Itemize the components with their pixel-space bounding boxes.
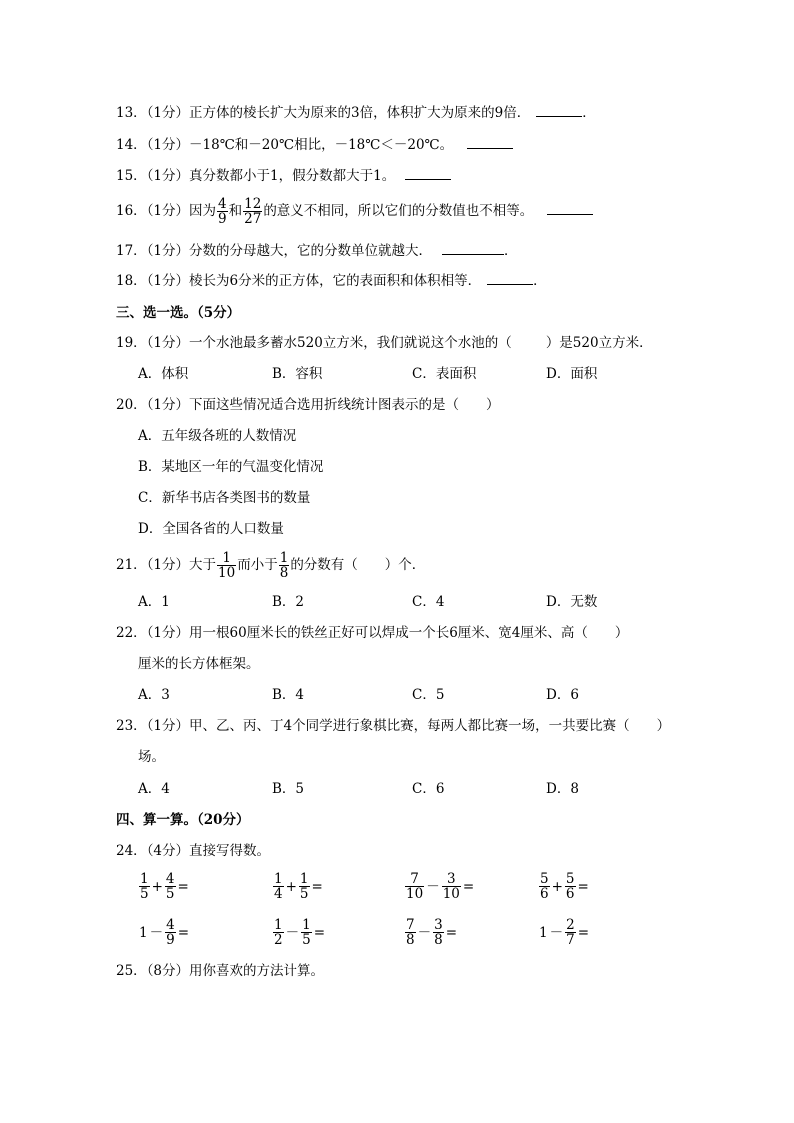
math-expression: $\frac{7}{8}$ － $\frac{3}{8}$ = bbox=[406, 917, 457, 948]
question-23-line2: 场。 bbox=[138, 749, 165, 765]
option-c[interactable]: C．表面积 bbox=[412, 366, 477, 382]
question-15: 15．（1分）真分数都小于1，假分数都大于1。 bbox=[116, 167, 451, 185]
option-d[interactable]: D．面积 bbox=[546, 366, 598, 382]
question-25: 25．（8分）用你喜欢的方法计算。 bbox=[116, 963, 325, 979]
fraction: $\frac{4}{9}$ bbox=[218, 196, 227, 227]
question-22: 22．（1分）用一根60厘米长的铁丝正好可以焊成一个长6厘米、宽4厘米、高（ ） bbox=[116, 625, 629, 641]
math-expression: $\frac{1}{4}$ + $\frac{1}{5}$ = bbox=[274, 871, 323, 902]
question-22-line2: 厘米的长方体框架。 bbox=[138, 656, 260, 672]
option-d[interactable]: D．8 bbox=[546, 781, 579, 797]
answer-blank[interactable] bbox=[536, 104, 582, 117]
section-title-choose: 三、选一选。（5分） bbox=[116, 305, 241, 321]
option-b[interactable]: B．2 bbox=[272, 594, 305, 610]
option-a[interactable]: A．五年级各班的人数情况 bbox=[138, 428, 297, 444]
math-expression: $\frac{1}{5}$ + $\frac{4}{5}$ = bbox=[140, 871, 189, 902]
answer-blank[interactable] bbox=[442, 242, 504, 255]
option-a[interactable]: A．4 bbox=[138, 781, 170, 797]
option-b[interactable]: B．某地区一年的气温变化情况 bbox=[138, 459, 324, 475]
question-23: 23．（1分）甲、乙、丙、丁4个同学进行象棋比赛，每两人都比赛一场，一共要比赛（ ） bbox=[116, 718, 671, 734]
question-17: 17．（1分）分数的分母越大，它的分数单位就越大． ． bbox=[116, 243, 518, 259]
math-expression: $\frac{5}{6}$ + $\frac{5}{6}$ = bbox=[540, 871, 589, 902]
question-13: 13．（1分）正方体的棱长扩大为原来的3倍，体积扩大为原来的9倍． ． bbox=[116, 105, 596, 121]
math-expression: $\frac{7}{10}$ － $\frac{3}{10}$ = bbox=[406, 871, 475, 902]
option-a[interactable]: A．1 bbox=[138, 594, 170, 610]
question-24: 24．（4分）直接写得数。 bbox=[116, 843, 271, 859]
option-d[interactable]: D．全国各省的人口数量 bbox=[138, 521, 284, 537]
option-b[interactable]: B．5 bbox=[272, 781, 305, 797]
option-a[interactable]: A．3 bbox=[138, 687, 170, 703]
question-20: 20．（1分）下面这些情况适合选用折线统计图表示的是（ ） bbox=[116, 397, 500, 413]
option-a[interactable]: A．体积 bbox=[138, 366, 189, 382]
question-16: 16．（1分）因为 $\frac{4}{9}$ 和 $\frac{12}{27}$ 的意义不相同，所以它们的分数值也不相等。 bbox=[116, 194, 593, 228]
option-c[interactable]: C．新华书店各类图书的数量 bbox=[138, 490, 311, 506]
option-c[interactable]: C．4 bbox=[412, 594, 445, 610]
question-14: 14．（1分）－18℃和－20℃相比，－18℃＜－20℃。 bbox=[116, 136, 513, 154]
answer-blank[interactable] bbox=[487, 272, 533, 285]
question-18: 18．（1分）棱长为6分米的正方体，它的表面积和体积相等． ． bbox=[116, 273, 547, 289]
math-expression: 1 － $\frac{2}{7}$ = bbox=[539, 917, 589, 948]
option-d[interactable]: D．6 bbox=[546, 687, 579, 703]
answer-blank[interactable] bbox=[405, 167, 451, 180]
section-title-calculate: 四、算一算。（20分） bbox=[116, 812, 250, 828]
option-b[interactable]: B．4 bbox=[272, 687, 305, 703]
math-expression: $\frac{1}{2}$ － $\frac{1}{5}$ = bbox=[274, 917, 325, 948]
question-19: 19．（1分）一个水池最多蓄水520立方米，我们就说这个水池的（ ）是520立方米． bbox=[116, 335, 653, 351]
option-c[interactable]: C．5 bbox=[412, 687, 445, 703]
answer-blank[interactable] bbox=[467, 136, 513, 149]
fraction: $\frac{1}{10}$ bbox=[218, 550, 236, 581]
fraction: $\frac{1}{8}$ bbox=[279, 550, 289, 581]
fraction: $\frac{12}{27}$ bbox=[244, 196, 262, 227]
option-b[interactable]: B．容积 bbox=[272, 366, 323, 382]
question-21: 21．（1分）大于 $\frac{1}{10}$ 而小于 $\frac{1}{8}$ 的分数有（ ）个． bbox=[116, 550, 426, 581]
option-d[interactable]: D．无数 bbox=[546, 594, 598, 610]
option-c[interactable]: C．6 bbox=[412, 781, 445, 797]
answer-blank[interactable] bbox=[547, 202, 593, 215]
math-expression: 1 － $\frac{4}{9}$ = bbox=[139, 917, 189, 948]
